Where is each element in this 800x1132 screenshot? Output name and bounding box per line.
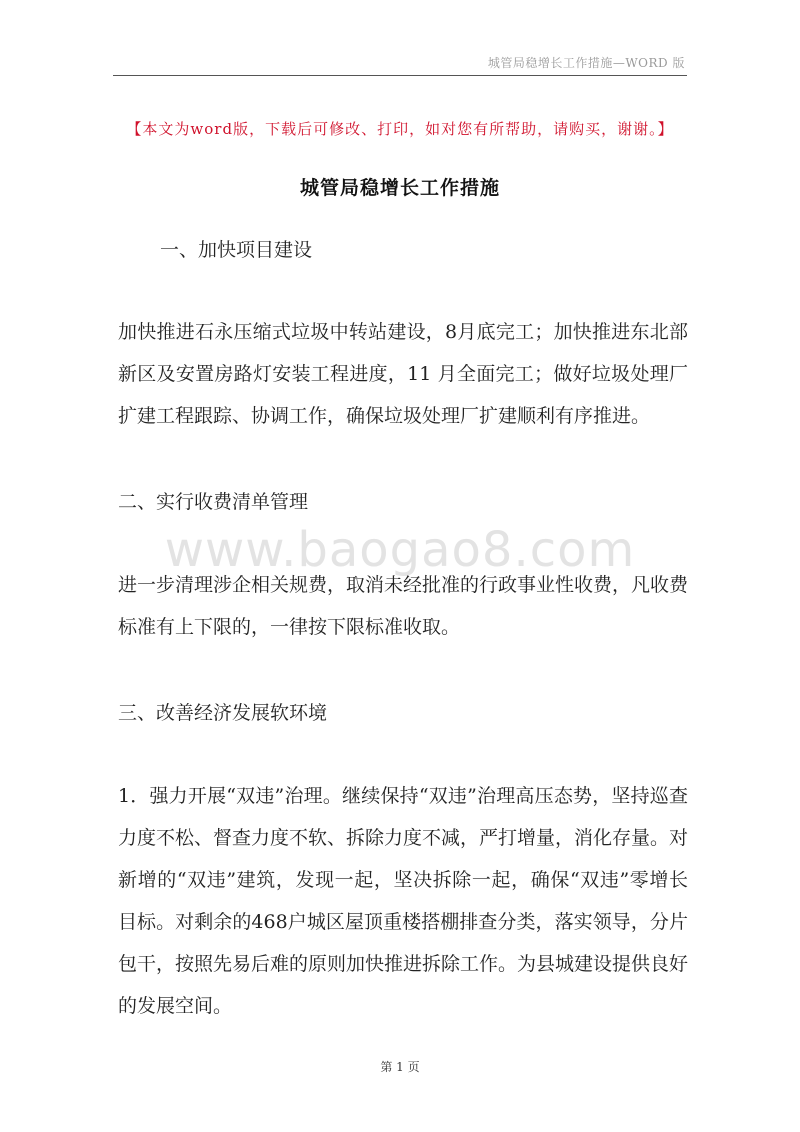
running-header: 城管局稳增长工作措施—WORD 版 [487,56,685,70]
section-paragraph-2: 进一步清理涉企相关规费，取消未经批准的行政事业性收费，凡收费标准有上下限的，一律按下限标准收取。 [118,574,689,638]
page-number: 第 1 页 [380,1060,420,1074]
section-heading-1: 一、加快项目建设 [160,239,313,261]
section-heading-2: 二、实行收费清单管理 [118,491,309,513]
watermark: www.baogao8.com [164,522,636,578]
section-heading-3: 三、改善经济发展软环境 [118,702,328,724]
header-divider [113,75,687,76]
document-title: 城管局稳增长工作措施 [299,177,500,199]
section-paragraph-1: 加快推进石永压缩式垃圾中转站建设，8月底完工；加快推进东北部新区及安置房路灯安装工程进度，11 月全面完工；做好垃圾处理厂扩建工程跟踪、协调工作，确保垃圾处理厂扩建顺利有序推进。 [118,321,688,427]
purchase-notice: 【本文为word版，下载后可修改、打印，如对您有所帮助，请购买，谢谢。】 [126,120,674,138]
section-paragraph-3: 1．强力开展“双违”治理。继续保持“双违”治理高压态势，坚持巡查力度不松、督查力度不软、拆除力度不减，严打增量，消化存量。对新增的“双违”建筑，发现一起，坚决拆除一起，确保“双违”零增长目标。对剩余的468户城区屋顶重楼搭棚排查分类，落实领导，分片包干，按照先易后难的原则加快推进拆除工作。为县城建设提供良好的发展空间。 [118,785,689,1017]
